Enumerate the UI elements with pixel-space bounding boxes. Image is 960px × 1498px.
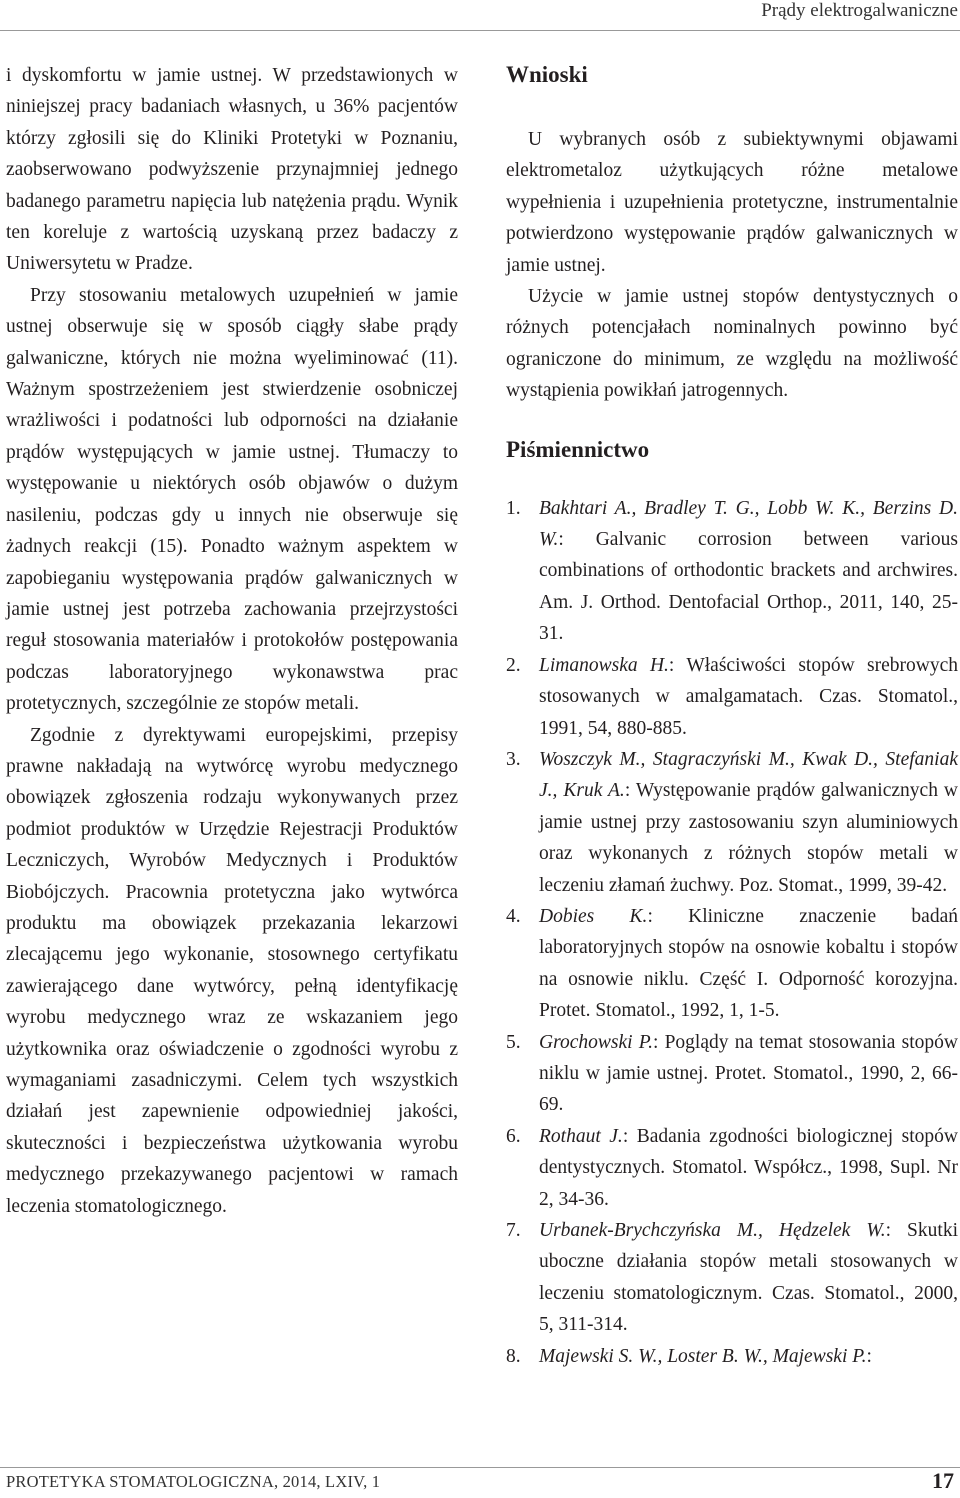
body-paragraph: Przy stosowaniu metalowych uzupełnień w jamie ustnej obserwuje się w sposób ciągły słabe prądy galwaniczne, których nie można wyeliminować (11). Ważnym spostrzeżeniem jest stwierdzenie osobniczej wrażliwości i podatności lub odporności na działanie prądów występujących w jamie ustnej. Tłumaczy to występowanie u niektórych osób objawów o dużym nasileniu, podczas gdy u innych nie obserwuje się żadnych reakcji (15). Ponadto ważnym aspektem w zapobieganiu występowania prądów galwanicznych w jamie ustnej jest potrzeba zachowania przejrzystości reguł stosowania materiałów i protokołów postępowania podczas laboratoryjnego wykonawstwa prac protetycznych, szczególnie ze stopów metali.: [6, 284, 458, 715]
running-head: Prądy elektrogalwaniczne: [761, 0, 958, 21]
reference-number: 3.: [506, 748, 521, 770]
conclusions-heading: Wnioski: [506, 62, 588, 87]
reference-text: : Badania zgodności biologicznej stopów dentystycznych. Stomatol. Współcz., 1998, Supl. Nr 2, 34-36.: [539, 1125, 958, 1210]
reference-text: :: [866, 1345, 872, 1367]
header-rule: [0, 30, 960, 31]
reference-authors: Rothaut J.: [539, 1125, 623, 1147]
conclusion-paragraph: Użycie w jamie ustnej stopów dentystycznych o różnych potencjałach nominalnych powinno być ograniczone do minimum, ze względu na możliwość wystąpienia powikłań jatrogennych.: [506, 286, 958, 402]
reference-item: [506, 744, 958, 901]
reference-authors: Dobies K.: [539, 905, 648, 927]
reference-item: [506, 1341, 958, 1372]
left-column: [6, 60, 458, 1222]
reference-number: 7.: [506, 1220, 521, 1241]
reference-text: : Kliniczne znaczenie badań laboratoryjnych stopów na osnowie kobaltu i stopów na osnowie niklu. Część I. Odporność korozyjna. Protet. Stomatol., 1992, 1, 1-5.: [539, 905, 958, 1022]
footer-rule: [0, 1467, 960, 1468]
reference-item: [506, 901, 958, 1027]
reference-text: : Poglądy na temat stosowania stopów niklu w jamie ustnej. Protet. Stomatol., 1990, 2, 66-69.: [539, 1031, 958, 1116]
reference-text: : Skutki uboczne działania stopów metali stosowanych w leczeniu stomatologicznym. Czas. Stomatol., 2000, 5, 311-314.: [539, 1220, 958, 1336]
reference-item: [506, 1027, 958, 1121]
reference-authors: Urbanek-Brychczyńska M., Hędzelek W.: [539, 1220, 886, 1241]
reference-number: 8.: [506, 1345, 521, 1367]
conclusion-paragraph: U wybranych osób z subiektywnymi objawami elektrometaloz użytkujących różne metalowe wypełnienia i uzupełnienia protetyczne, instrumentalnie potwierdzono występowanie prądów galwanicznych w jamie ustnej.: [506, 129, 958, 276]
reference-number: 6.: [506, 1125, 521, 1147]
reference-item: [506, 493, 958, 650]
right-column: [506, 60, 958, 1372]
journal-citation: PROTETYKA STOMATOLOGICZNA, 2014, LXIV, 1: [6, 1472, 381, 1491]
references-heading: Piśmiennictwo: [506, 436, 650, 462]
reference-authors: Woszczyk M., Stagraczyński M., Kwak D., Stefaniak J., Kruk A.: [539, 748, 958, 802]
page-number: 17: [932, 1468, 954, 1493]
body-paragraph: i dyskomfortu w jamie ustnej. W przedstawionych w niniejszej pracy badaniach własnych, u 36% pacjentów którzy zgłosili się do Kliniki Protetyki w Poznaniu, zaobserwowano podwyższenie przynajmniej jednego badanego parametru napięcia lub natężenia prądu. Wynik ten koreluje z wartością uzyskaną przez badaczy z Uniwersytetu w Pradze.: [6, 65, 458, 275]
reference-number: 1.: [506, 497, 521, 519]
reference-authors: Grochowski P.: [539, 1031, 653, 1053]
body-paragraph: Zgodnie z dyrektywami europejskimi, przepisy prawne nakładają na wytwórcę wyrobu medycznego obowiązek zgłoszenia rodzaju wykonywanych przez podmiot produktów w Urzędzie Rejestracji Produktów Leczniczych, Wyrobów Medycznych i Produktów Biobójczych. Pracownia protetyczna jako wytwórca produktu ma obowiązek przekazania lekarzowi zlecającemu jego wykonanie, stosownego certyfikatu zawierającego dane wytwórcy, pełną identyfikację wyrobu medycznego wraz ze wskazaniem jego użytkownika oraz oświadczenie o zgodności wyrobu z wymaganiami zasadniczymi. Celem tych wszystkich działań jest zapewnienie odpowiedniej jakości, skuteczności i bezpieczeństwa użytkowania wyrobu medycznego przekazywanego pacjentowi w ramach leczenia stomatologicznego.: [6, 724, 458, 1217]
reference-list: [506, 493, 958, 1372]
reference-text: : Występowanie prądów galwanicznych w jamie ustnej przy zastosowaniu szyn aluminiowych oraz wykonanych z różnych stopów metali w leczeniu złamań żuchwy. Poz. Stomat., 1999, 39-42.: [539, 780, 959, 896]
reference-authors: Majewski S. W., Loster B. W., Majewski P.: [539, 1345, 867, 1367]
reference-number: 2.: [506, 654, 521, 676]
reference-item: [506, 1215, 958, 1341]
reference-number: 4.: [506, 905, 521, 927]
reference-text: : Galvanic corrosion between various combinations of orthodontic brackets and archwires. Am. J. Orthod. Dentofacial Orthop., 2011, 140, 25-31.: [539, 529, 958, 645]
reference-text: : Właściwości stopów srebrowych stosowanych w amalgamatach. Czas. Stomatol., 1991, 54, 880-885.: [539, 654, 958, 739]
reference-authors: Bakhtari A., Bradley T. G., Lobb W. K., Berzins D. W.: [539, 497, 958, 551]
reference-authors: Limanowska H.: [539, 654, 669, 676]
reference-item: [506, 650, 958, 744]
reference-number: 5.: [506, 1031, 521, 1053]
reference-item: [506, 1121, 958, 1215]
